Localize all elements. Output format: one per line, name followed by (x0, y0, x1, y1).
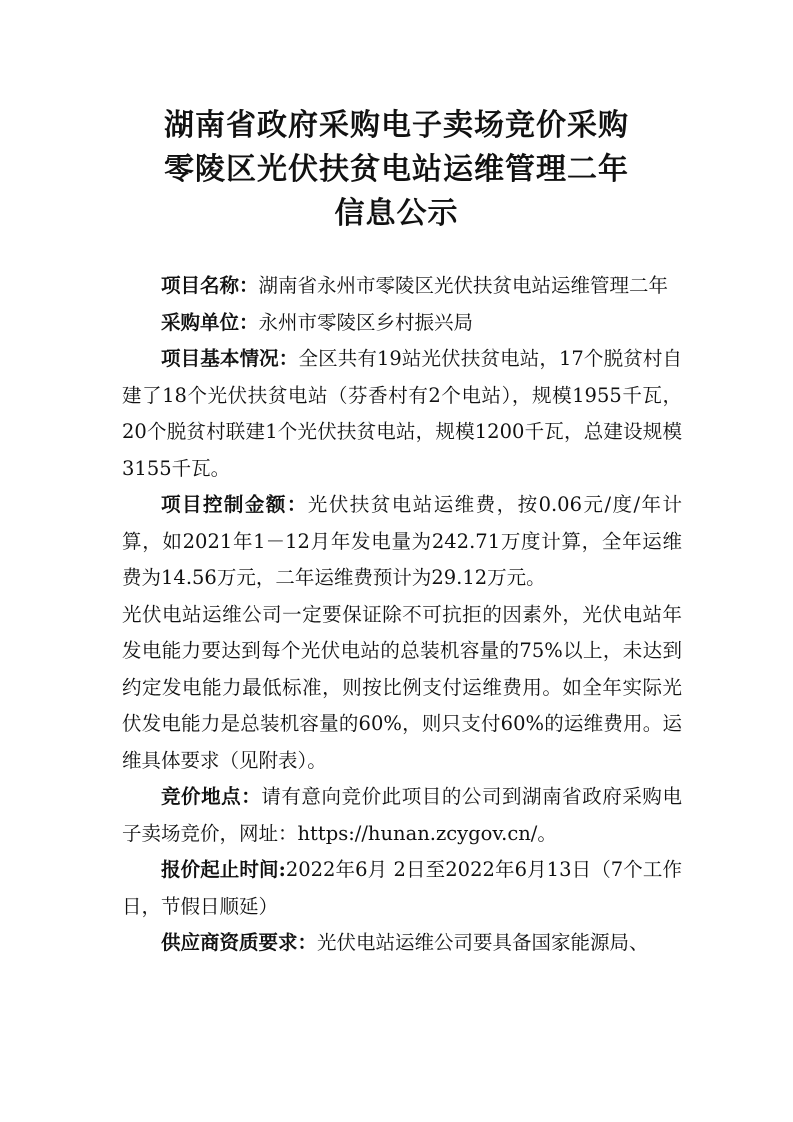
project-name-label: 项目名称： (161, 274, 259, 297)
bid-location-label: 竞价地点： (161, 785, 262, 808)
project-name-text: 湖南省永州市零陵区光伏扶贫电站运维管理二年 (258, 274, 669, 297)
control-amount-text: 光伏扶贫电站运维费，按0.06元/度/年计算，如2021年1－12月年发电量为242.71万度计算，全年运维费为14.56万元，二年运维费预计为29.12万元。 (122, 493, 682, 589)
project-name-paragraph (122, 268, 682, 305)
purchaser-label: 采购单位： (161, 310, 259, 334)
bid-time-paragraph (122, 852, 682, 925)
bid-time-text: 2022年6月 2日至2022年6月13日（7个工作日，节假日顺延） (122, 858, 683, 918)
basic-info-label: 项目基本情况： (161, 347, 299, 370)
basic-info-paragraph (122, 341, 682, 487)
bid-time-label: 报价起止时间: (161, 858, 286, 881)
control-amount-paragraph (122, 487, 682, 597)
purchaser-paragraph (122, 305, 682, 342)
title-line-2: 零陵区光伏扶贫电站运维管理二年 (164, 152, 629, 187)
control-amount-continuation: 光伏电站运维公司一定要保证除不可抗拒的因素外，光伏电站年发电能力要达到每个光伏电站的总装机容量的75%以上，未达到约定发电能力最低标准，则按比例支付运维费用。如全年实际光伏发电能力是总装机容量的60%，则只支付60%的运维费用。运维具体要求（见附表）。 (122, 602, 682, 772)
title-line-3: 信息公示 (334, 196, 459, 231)
document-body (122, 268, 682, 962)
title-line-1: 湖南省政府采购电子卖场竞价采购 (164, 108, 629, 143)
supplier-qualification-paragraph (122, 925, 682, 962)
bid-location-paragraph (122, 779, 682, 852)
purchaser-text: 永州市零陵区乡村振兴局 (258, 310, 474, 334)
control-amount-label: 项目控制金额： (161, 493, 308, 516)
document-title (0, 104, 793, 236)
supplier-qualification-label: 供应商资质要求： (161, 931, 318, 954)
bid-location-text: 请有意向竞价此项目的公司到湖南省政府采购电子卖场竞价，网址：https://hunan.zcygov.cn/。 (122, 785, 682, 845)
basic-info-text: 全区共有19站光伏扶贫电站，17个脱贫村自建了18个光伏扶贫电站（芬香村有2个电站），规模1955千瓦，20个脱贫村联建1个光伏扶贫电站，规模1200千瓦，总建设规模3155千瓦。 (122, 347, 682, 480)
supplier-qualification-text: 光伏电站运维公司要具备国家能源局、 (317, 931, 649, 954)
